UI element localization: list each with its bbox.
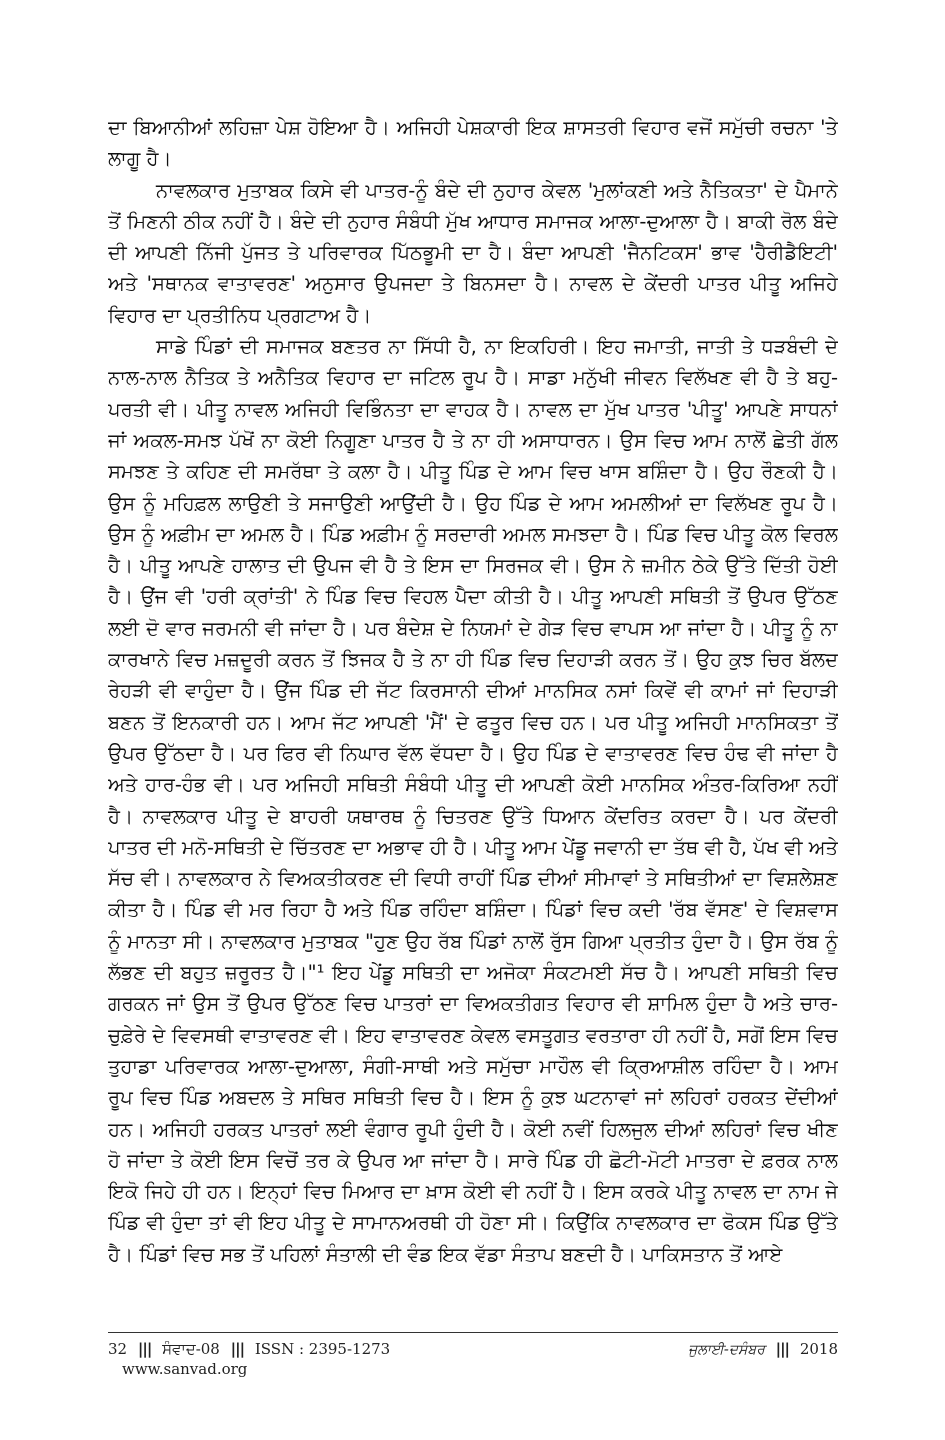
footer-separator: ||| [775,1340,790,1358]
issn-number: ISSN : 2395-1273 [254,1340,391,1358]
issue-period: ਜੁਲਾਈ-ਦਸੰਬਰ [688,1342,765,1358]
footer-rule [108,1332,838,1333]
paragraph-novelist-view: ਨਾਵਲਕਾਰ ਮੁਤਾਬਕ ਕਿਸੇ ਵੀ ਪਾਤਰ-ਨੂੰ ਬੰਦੇ ਦੀ ਨੁਹਾਰ ਕੇਵਲ 'ਮੁਲਾਂਕਣੀ ਅਤੇ ਨੈਤਿਕਤਾ' ਦੇ ਪੈਮਾਨੇ ਤੋਂ ਮਿਣਨੀ ਠੀਕ ਨਹੀਂ ਹੈ। ਬੰਦੇ ਦੀ ਨੁਹਾਰ ਸੰਬੰਧੀ ਮੁੱਖ ਆਧਾਰ ਸਮਾਜਕ ਆਲਾ-ਦੁਆਲਾ ਹੈ। ਬਾਕੀ ਰੋਲ ਬੰਦੇ ਦੀ ਆਪਣੀ ਨਿੱਜੀ ਪੁੱਜਤ ਤੇ ਪਰਿਵਾਰਕ ਪਿੱਠਭੂਮੀ ਦਾ ਹੈ। ਬੰਦਾ ਆਪਣੀ 'ਜੈਨਟਿਕਸ' ਭਾਵ 'ਹੈਰੀਡੈਇਟੀ' ਅਤੇ 'ਸਥਾਨਕ ਵਾਤਾਵਰਣ' ਅਨੁਸਾਰ ਉਪਜਦਾ ਤੇ ਬਿਨਸਦਾ ਹੈ। ਨਾਵਲ ਦੇ ਕੇਂਦਰੀ ਪਾਤਰ ਪੀਤੂ ਅਜਿਹੇ ਵਿਹਾਰ ਦਾ ਪ੍ਰਤੀਨਿਧ ਪ੍ਰਗਟਾਅ ਹੈ। [108,178,838,327]
article-body [108,112,838,1324]
journal-name: ਸੰਵਾਦ-08 [162,1340,220,1358]
website-link[interactable]: www.sanvad.org [122,1360,248,1378]
issue-year: 2018 [799,1340,838,1358]
footer-separator: ||| [230,1340,245,1358]
paragraph-continuation: ਦਾ ਬਿਆਨੀਆਂ ਲਹਿਜ਼ਾ ਪੇਸ਼ ਹੋਇਆ ਹੈ। ਅਜਿਹੀ ਪੇਸ਼ਕਾਰੀ ਇਕ ਸ਼ਾਸਤਰੀ ਵਿਹਾਰ ਵਜੋਂ ਸਮੁੱਚੀ ਰਚਨਾ 'ਤੇ ਲਾਗੂ ਹੈ। [108,116,838,171]
footer-left [108,1340,390,1358]
footer-right [688,1340,838,1358]
page-footer [108,1340,838,1400]
page-number: 32 [108,1340,128,1358]
paragraph-village-structure: ਸਾਡੇ ਪਿੰਡਾਂ ਦੀ ਸਮਾਜਕ ਬਣਤਰ ਨਾ ਸਿੱਧੀ ਹੈ, ਨਾ ਇਕਹਿਰੀ। ਇਹ ਜਮਾਤੀ, ਜਾਤੀ ਤੇ ਧੜਬੰਦੀ ਦੇ ਨਾਲ-ਨਾਲ ਨੈਤਿਕ ਤੇ ਅਨੈਤਿਕ ਵਿਹਾਰ ਦਾ ਜਟਿਲ ਰੂਪ ਹੈ। ਸਾਡਾ ਮਨੁੱਖੀ ਜੀਵਨ ਵਿਲੱਖਣ ਵੀ ਹੈ ਤੇ ਬਹੁ-ਪਰਤੀ ਵੀ। ਪੀਤੂ ਨਾਵਲ ਅਜਿਹੀ ਵਿਭਿੰਨਤਾ ਦਾ ਵਾਹਕ ਹੈ। ਨਾਵਲ ਦਾ ਮੁੱਖ ਪਾਤਰ 'ਪੀਤੂ' ਆਪਣੇ ਸਾਧਨਾਂ ਜਾਂ ਅਕਲ-ਸਮਝ ਪੱਖੋਂ ਨਾ ਕੋਈ ਨਿਗੂਣਾ ਪਾਤਰ ਹੈ ਤੇ ਨਾ ਹੀ ਅਸਾਧਾਰਨ। ਉਸ ਵਿਚ ਆਮ ਨਾਲੋਂ ਛੇਤੀ ਗੱਲ ਸਮਝਣ ਤੇ ਕਹਿਣ ਦੀ ਸਮਰੱਥਾ ਤੇ ਕਲਾ ਹੈ। ਪੀਤੂ ਪਿੰਡ ਦੇ ਆਮ ਵਿਚ ਖਾਸ ਬਸ਼ਿੰਦਾ ਹੈ। ਉਹ ਰੌਣਕੀ ਹੈ। ਉਸ ਨੂੰ ਮਹਿਫ਼ਲ ਲਾਉਣੀ ਤੇ ਸਜਾਉਣੀ ਆਉਂਦੀ ਹੈ। ਉਹ ਪਿੰਡ ਦੇ ਆਮ ਅਮਲੀਆਂ ਦਾ ਵਿਲੱਖਣ ਰੂਪ ਹੈ। ਉਸ ਨੂੰ ਅਫ਼ੀਮ ਦਾ ਅਮਲ ਹੈ। ਪਿੰਡ ਅਫ਼ੀਮ ਨੂੰ ਸਰਦਾਰੀ ਅਮਲ ਸਮਝਦਾ ਹੈ। ਪਿੰਡ ਵਿਚ ਪੀਤੂ ਕੋਲ ਵਿਰਲ ਹੈ। ਪੀਤੂ ਆਪਣੇ ਹਾਲਾਤ ਦੀ ਉਪਜ ਵੀ ਹੈ ਤੇ ਇਸ ਦਾ ਸਿਰਜਕ ਵੀ। ਉਸ ਨੇ ਜ਼ਮੀਨ ਠੇਕੇ ਉੱਤੇ ਦਿੱਤੀ ਹੋਈ ਹੈ। ਉਂਜ ਵੀ 'ਹਰੀ ਕ੍ਰਾਂਤੀ' ਨੇ ਪਿੰਡ ਵਿਚ ਵਿਹਲ ਪੈਦਾ ਕੀਤੀ ਹੈ। ਪੀਤੂ ਆਪਣੀ ਸਥਿਤੀ ਤੋਂ ਉਪਰ ਉੱਠਣ ਲਈ ਦੋ ਵਾਰ ਜਰਮਨੀ ਵੀ ਜਾਂਦਾ ਹੈ। ਪਰ ਬੰਦੇਸ਼ ਦੇ ਨਿਯਮਾਂ ਦੇ ਗੇੜ ਵਿਚ ਵਾਪਸ ਆ ਜਾਂਦਾ ਹੈ। ਪੀਤੂ ਨੂੰ ਨਾ ਕਾਰਖਾਨੇ ਵਿਚ ਮਜ਼ਦੂਰੀ ਕਰਨ ਤੋਂ ਝਿਜਕ ਹੈ ਤੇ ਨਾ ਹੀ ਪਿੰਡ ਵਿਚ ਦਿਹਾੜੀ ਕਰਨ ਤੋਂ। ਉਹ ਕੁਝ ਚਿਰ ਬੱਲਦ ਰੇਹੜੀ ਵੀ ਵਾਹੁੰਦਾ ਹੈ। ਉਂਜ ਪਿੰਡ ਦੀ ਜੱਟ ਕਿਰਸਾਨੀ ਦੀਆਂ ਮਾਨਸਿਕ ਨਸਾਂ ਕਿਵੇਂ ਵੀ ਕਾਮਾਂ ਜਾਂ ਦਿਹਾੜੀ ਬਣਨ ਤੋਂ ਇਨਕਾਰੀ ਹਨ। ਆਮ ਜੱਟ ਆਪਣੀ 'ਮੈਂ' ਦੇ ਫਤੂਰ ਵਿਚ ਹਨ। ਪਰ ਪੀਤੂ ਅਜਿਹੀ ਮਾਨਸਿਕਤਾ ਤੋਂ ਉਪਰ ਉੱਠਦਾ ਹੈ। ਪਰ ਫਿਰ ਵੀ ਨਿਘਾਰ ਵੱਲ ਵੱਧਦਾ ਹੈ। ਉਹ ਪਿੰਡ ਦੇ ਵਾਤਾਵਰਣ ਵਿਚ ਹੰਢ ਵੀ ਜਾਂਦਾ ਹੈ ਅਤੇ ਹਾਰ-ਹੰਭ ਵੀ। ਪਰ ਅਜਿਹੀ ਸਥਿਤੀ ਸੰਬੰਧੀ ਪੀਤੂ ਦੀ ਆਪਣੀ ਕੋਈ ਮਾਨਸਿਕ ਅੰਤਰ-ਕਿਰਿਆ ਨਹੀਂ ਹੈ। ਨਾਵਲਕਾਰ ਪੀਤੂ ਦੇ ਬਾਹਰੀ ਯਥਾਰਥ ਨੂੰ ਚਿਤਰਣ ਉੱਤੇ ਧਿਆਨ ਕੇਂਦਰਿਤ ਕਰਦਾ ਹੈ। ਪਰ ਕੇਂਦਰੀ ਪਾਤਰ ਦੀ ਮਨੋ-ਸਥਿਤੀ ਦੇ ਚਿੱਤਰਣ ਦਾ ਅਭਾਵ ਹੀ ਹੈ। ਪੀਤੂ ਆਮ ਪੇਂਡੂ ਜਵਾਨੀ ਦਾ ਤੱਥ ਵੀ ਹੈ, ਪੱਖ ਵੀ ਅਤੇ ਸੱਚ ਵੀ। ਨਾਵਲਕਾਰ ਨੇ ਵਿਅਕਤੀਕਰਣ ਦੀ ਵਿਧੀ ਰਾਹੀਂ ਪਿੰਡ ਦੀਆਂ ਸੀਮਾਵਾਂ ਤੇ ਸਥਿਤੀਆਂ ਦਾ ਵਿਸ਼ਲੇਸ਼ਣ ਕੀਤਾ ਹੈ। ਪਿੰਡ ਵੀ ਮਰ ਰਿਹਾ ਹੈ ਅਤੇ ਪਿੰਡ ਰਹਿੰਦਾ ਬਸ਼ਿੰਦਾ। ਪਿੰਡਾਂ ਵਿਚ ਕਦੀ 'ਰੱਬ ਵੱਸਣ' ਦੇ ਵਿਸ਼ਵਾਸ ਨੂੰ ਮਾਨਤਾ ਸੀ। ਨਾਵਲਕਾਰ ਮੁਤਾਬਕ "ਹੁਣ ਉਹ ਰੱਬ ਪਿੰਡਾਂ ਨਾਲੋਂ ਰੁੱਸ ਗਿਆ ਪ੍ਰਤੀਤ ਹੁੰਦਾ ਹੈ। ਉਸ ਰੱਬ ਨੂੰ ਲੱਭਣ ਦੀ ਬਹੁਤ ਜ਼ਰੂਰਤ ਹੈ।"¹ ਇਹ ਪੇਂਡੂ ਸਥਿਤੀ ਦਾ ਅਜੋਕਾ ਸੰਕਟਮਈ ਸੱਚ ਹੈ। ਆਪਣੀ ਸਥਿਤੀ ਵਿਚ ਗਰਕਨ ਜਾਂ ਉਸ ਤੋਂ ਉਪਰ ਉੱਠਣ ਵਿਚ ਪਾਤਰਾਂ ਦਾ ਵਿਅਕਤੀਗਤ ਵਿਹਾਰ ਵੀ ਸ਼ਾਮਿਲ ਹੁੰਦਾ ਹੈ ਅਤੇ ਚਾਰ-ਚੁਫ਼ੇਰੇ ਦੇ ਵਿਵਸਥੀ ਵਾਤਾਵਰਣ ਵੀ। ਇਹ ਵਾਤਾਵਰਣ ਕੇਵਲ ਵਸਤੂਗਤ ਵਰਤਾਰਾ ਹੀ ਨਹੀਂ ਹੈ, ਸਗੋਂ ਇਸ ਵਿਚ ਤੁਹਾਡਾ ਪਰਿਵਾਰਕ ਆਲਾ-ਦੁਆਲਾ, ਸੰਗੀ-ਸਾਥੀ ਅਤੇ ਸਮੁੱਚਾ ਮਾਹੌਲ ਵੀ ਕ੍ਰਿਆਸ਼ੀਲ ਰਹਿੰਦਾ ਹੈ। ਆਮ ਰੂਪ ਵਿਚ ਪਿੰਡ ਅਬਦਲ ਤੇ ਸਥਿਰ ਸਥਿਤੀ ਵਿਚ ਹੈ। ਇਸ ਨੂੰ ਕੁਝ ਘਟਨਾਵਾਂ ਜਾਂ ਲਹਿਰਾਂ ਹਰਕਤ ਦੇਂਦੀਆਂ ਹਨ। ਅਜਿਹੀ ਹਰਕਤ ਪਾਤਰਾਂ ਲਈ ਵੰਗਾਰ ਰੂਪੀ ਹੁੰਦੀ ਹੈ। ਕੋਈ ਨਵੀਂ ਹਿਲਜੁਲ ਦੀਆਂ ਲਹਿਰਾਂ ਵਿਚ ਖੀਣ ਹੋ ਜਾਂਦਾ ਤੇ ਕੋਈ ਇਸ ਵਿਚੋਂ ਤਰ ਕੇ ਉਪਰ ਆ ਜਾਂਦਾ ਹੈ। ਸਾਰੇ ਪਿੰਡ ਹੀ ਛੋਟੀ-ਮੋਟੀ ਮਾਤਰਾ ਦੇ ਫ਼ਰਕ ਨਾਲ ਇਕੋ ਜਿਹੇ ਹੀ ਹਨ। ਇਨ੍ਹਾਂ ਵਿਚ ਮਿਆਰ ਦਾ ਖ਼ਾਸ ਕੋਈ ਵੀ ਨਹੀਂ ਹੈ। ਇਸ ਕਰਕੇ ਪੀਤੂ ਨਾਵਲ ਦਾ ਨਾਮ ਜੇ ਪਿੰਡ ਵੀ ਹੁੰਦਾ ਤਾਂ ਵੀ ਇਹ ਪੀਤੂ ਦੇ ਸਾਮਾਨਅਰਥੀ ਹੀ ਹੋਣਾ ਸੀ। ਕਿਉਂਕਿ ਨਾਵਲਕਾਰ ਦਾ ਫੋਕਸ ਪਿੰਡ ਉੱਤੇ ਹੈ। ਪਿੰਡਾਂ ਵਿਚ ਸਭ ਤੋਂ ਪਹਿਲਾਂ ਸੰਤਾਲੀ ਦੀ ਵੰਡ ਇਕ ਵੱਡਾ ਸੰਤਾਪ ਬਣਦੀ ਹੈ। ਪਾਕਿਸਤਾਨ ਤੋਂ ਆਏ [108,335,838,1266]
footer-separator: ||| [137,1340,152,1358]
